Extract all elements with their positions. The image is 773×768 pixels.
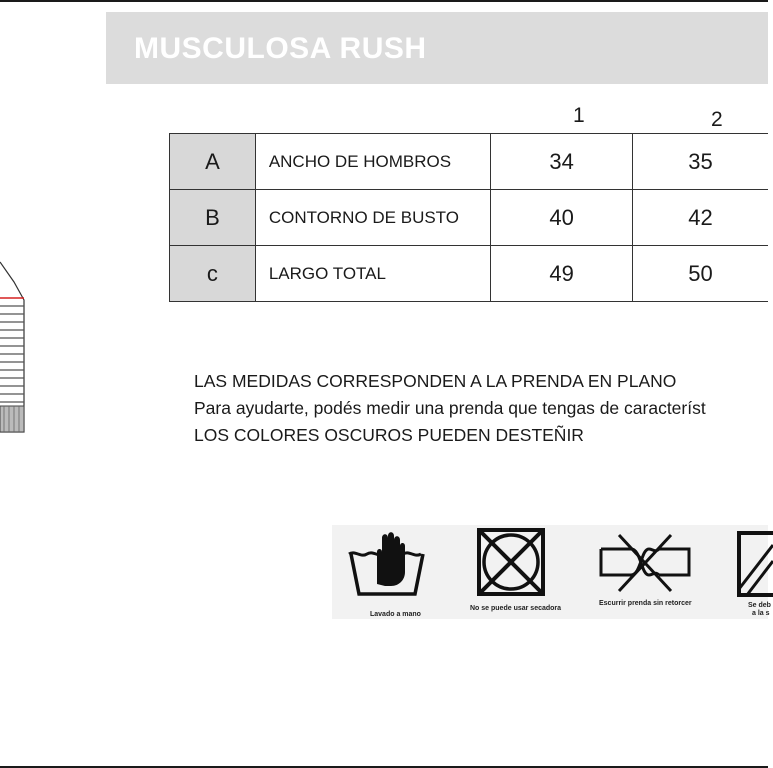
dry-in-shade-icon [737,531,773,601]
measure-value-size-2: 50 [632,246,768,302]
no-tumble-dry-icon [477,528,547,598]
measure-value-size-2: 35 [632,134,768,190]
measure-name: CONTORNO DE BUSTO [255,190,490,246]
top-border-line [0,0,768,2]
measure-name: LARGO TOTAL [255,246,490,302]
care-label: No se puede usar secadora [470,605,562,612]
size-header-2: 2 [711,108,723,131]
measure-name: ANCHO DE HOMBROS [255,134,490,190]
note-line: Para ayudarte, podés medir una prenda que tengas de característ [194,398,706,418]
care-label: Se deb [748,602,771,609]
care-label: Lavado a mano [370,611,421,618]
care-label: a la s [752,610,770,617]
note-line: LAS MEDIDAS CORRESPONDEN A LA PRENDA EN PLANO [194,371,677,391]
measurements-table [169,133,768,302]
care-item-no-tumble-dry [462,525,582,619]
product-title: MUSCULOSA RUSH [134,32,427,65]
measure-value-size-2: 42 [632,190,768,246]
measure-value-size-1: 34 [491,134,633,190]
care-item-no-wring [592,525,712,619]
table-row [170,134,769,190]
measurement-notes [194,368,768,449]
title-banner [106,12,768,84]
garment-sketch-icon [0,262,34,452]
hand-wash-icon [347,528,427,598]
measure-letter: A [170,134,256,190]
no-wring-icon [597,531,693,595]
care-item-hand-wash [332,525,462,619]
care-label: Escurrir prenda sin retorcer [599,600,692,607]
table-row [170,246,769,302]
size-header-1: 1 [573,104,585,127]
note-line: LOS COLORES OSCUROS PUEDEN DESTEÑIR [194,425,584,445]
measure-value-size-1: 40 [491,190,633,246]
measure-letter: c [170,246,256,302]
measure-letter: B [170,190,256,246]
care-instructions-strip [332,525,771,619]
table-row [170,190,769,246]
measure-value-size-1: 49 [491,246,633,302]
care-item-dry-in-shade [732,525,771,619]
